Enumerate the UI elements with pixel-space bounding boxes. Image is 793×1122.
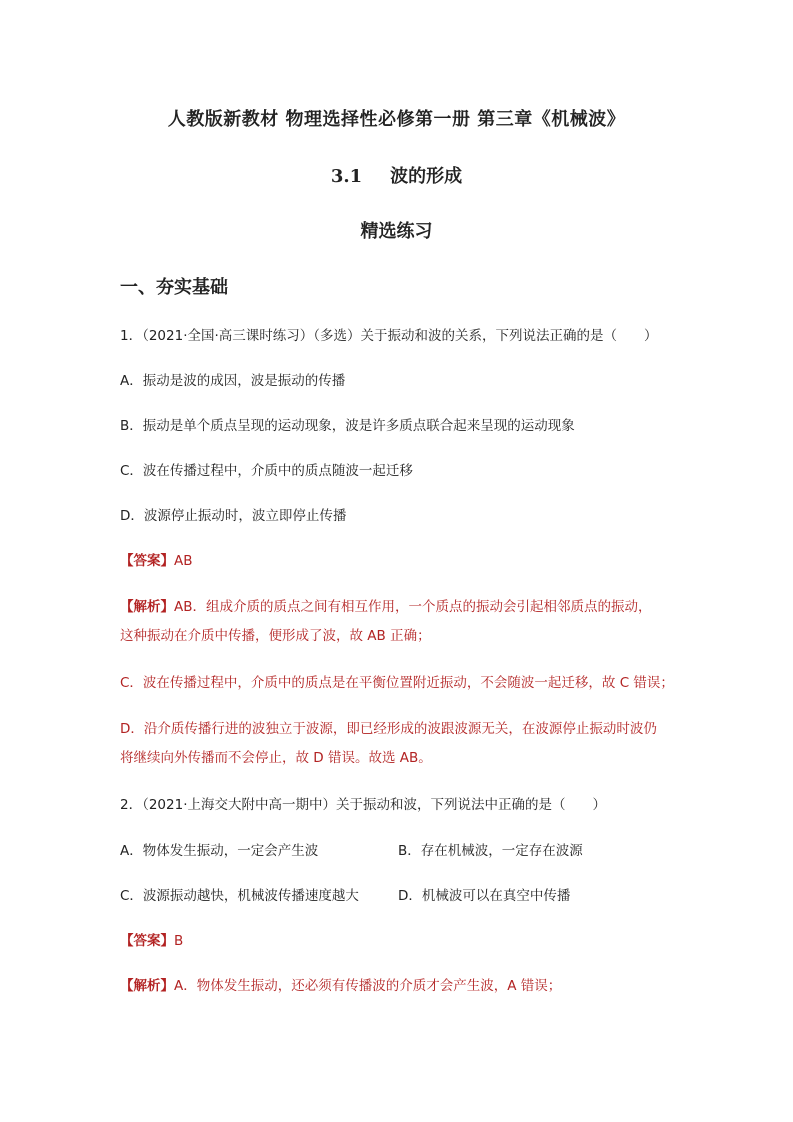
lesson-number: 3.1 xyxy=(330,166,363,187)
q2-analysis-line-1 xyxy=(120,972,680,1000)
q1-option-a: A．振动是波的成因，波是振动的传播 xyxy=(120,373,346,389)
q2-option-a: A．物体发生振动，一定会产生波 xyxy=(120,843,319,859)
document-title: 人教版新教材 物理选择性必修第一册 第三章《机械波》 xyxy=(167,109,626,130)
q2-analysis-tag: 【解析】 xyxy=(120,978,174,994)
q2-answer-value: B xyxy=(174,933,184,949)
q1-analysis-text-2: C．波在传播过程中，介质中的质点是在平衡位置附近振动，不会随波一起迁移，故 C 错误； xyxy=(120,675,674,691)
q2-option-b: B．存在机械波，一定存在波源 xyxy=(398,843,583,859)
q1-analysis-text-3b: 将继续向外传播而不会停止，故 D 错误。故选 AB。 xyxy=(120,750,432,766)
q1-analysis-text-1b: 这种振动在介质中传播，便形成了波，故 AB 正确； xyxy=(120,628,431,644)
lesson-heading xyxy=(0,162,793,188)
q2-answer-tag: 【答案】 xyxy=(120,933,174,949)
q2-option-d: D．机械波可以在真空中传播 xyxy=(398,888,571,904)
q1-analysis-text-1a: AB．组成介质的质点之间有相互作用，一个质点的振动会引起相邻质点的振动， xyxy=(174,599,652,615)
q2-stem: 2．（2021·上海交大附中高一期中）关于振动和波，下列说法中正确的是（ ） xyxy=(120,797,606,813)
q1-analysis-text-3a: D．沿介质传播行进的波独立于波源，即已经形成的波跟波源无关，在波源停止振动时波仍 xyxy=(120,721,657,737)
section-heading: 一、夯实基础 xyxy=(120,277,228,298)
q1-answer-value: AB xyxy=(174,553,193,569)
q1-answer xyxy=(120,547,680,575)
q2-option-c: C．波源振动越快，机械波传播速度越大 xyxy=(120,888,359,904)
q1-option-d: D．波源停止振动时，波立即停止传播 xyxy=(120,508,347,524)
q1-option-b: B．振动是单个质点呈现的运动现象，波是许多质点联合起来呈现的运动现象 xyxy=(120,418,575,434)
lesson-title: 波的形成 xyxy=(390,166,463,187)
q2-answer xyxy=(120,927,680,955)
q1-stem: 1．（2021·全国·高三课时练习）（多选）关于振动和波的关系，下列说法正确的是（ ） xyxy=(120,328,658,344)
q1-option-c: C．波在传播过程中，介质中的质点随波一起迁移 xyxy=(120,463,413,479)
q1-answer-tag: 【答案】 xyxy=(120,553,174,569)
q1-analysis-tag: 【解析】 xyxy=(120,599,174,615)
q1-analysis-line-1 xyxy=(120,593,680,621)
q2-analysis-text-1: A．物体发生振动，还必须有传播波的介质才会产生波，A 错误； xyxy=(174,978,562,994)
exercise-heading: 精选练习 xyxy=(360,221,433,242)
